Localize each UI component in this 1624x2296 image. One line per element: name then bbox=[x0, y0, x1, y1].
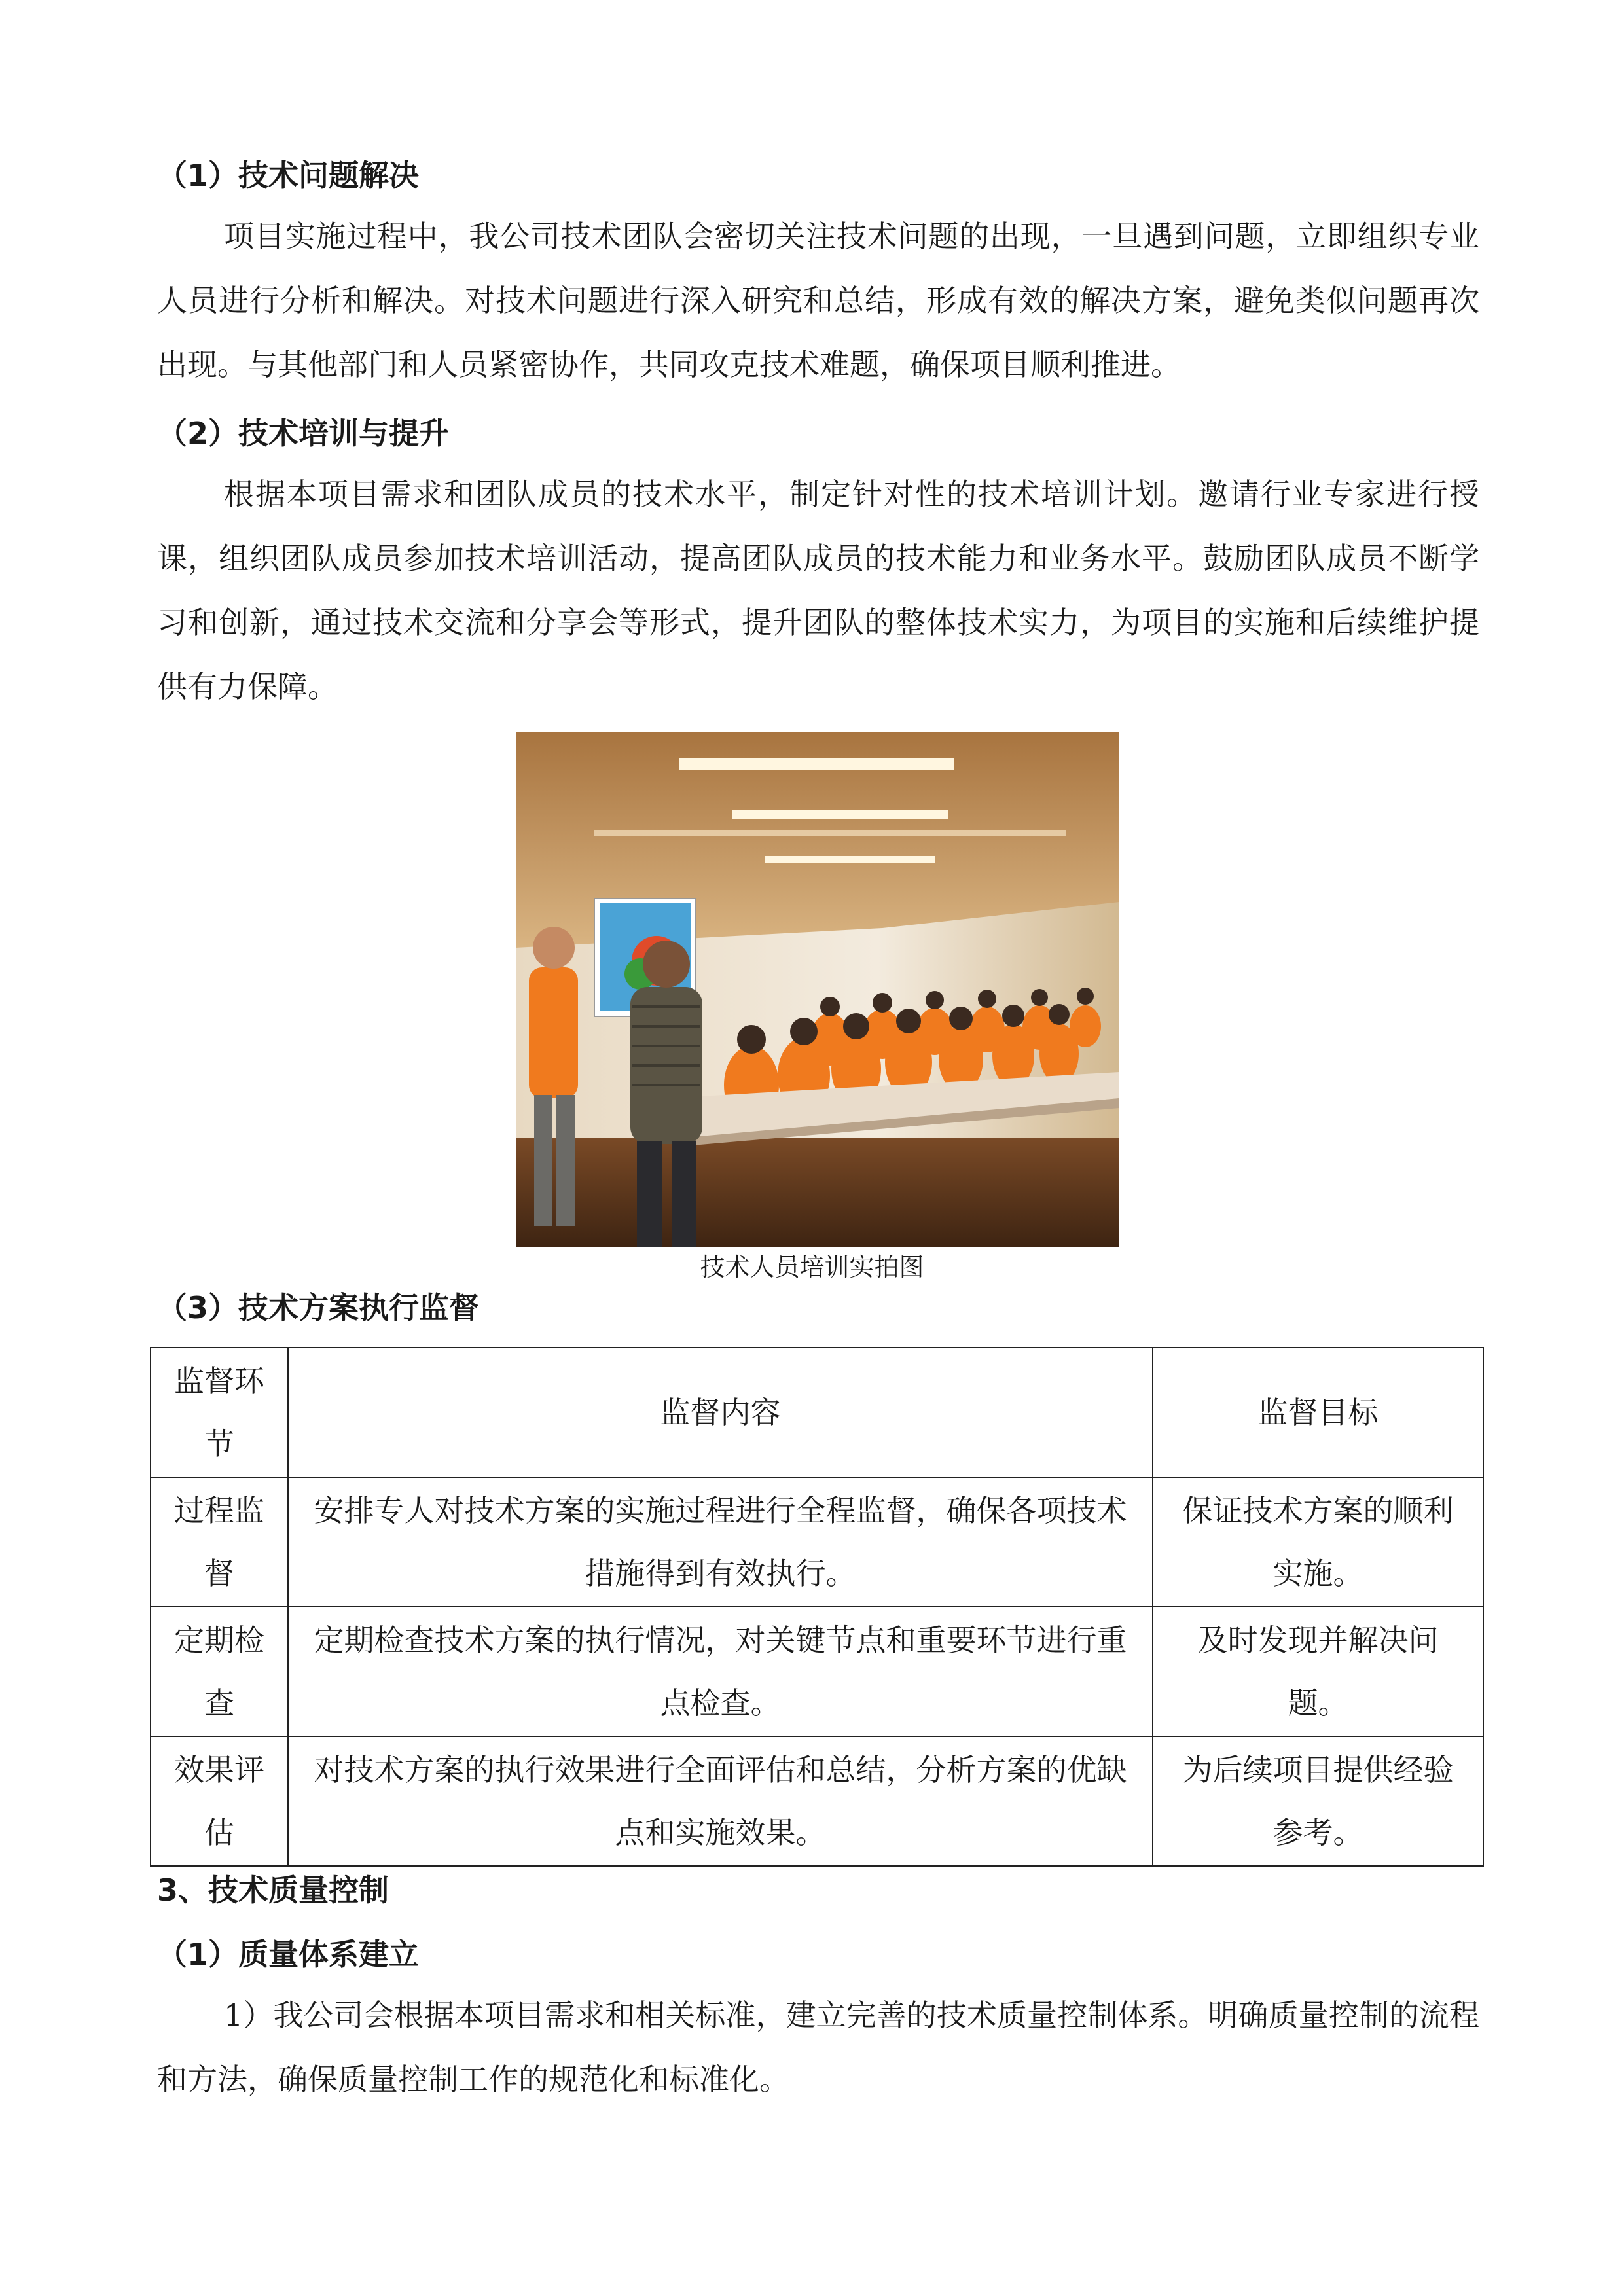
heading-tech-training: （2）技术培训与提升 bbox=[157, 416, 450, 451]
heading-quality-system: （1）质量体系建立 bbox=[157, 1937, 420, 1972]
training-photo bbox=[516, 732, 1119, 1247]
heading-tech-quality-control: 3、技术质量控制 bbox=[157, 1873, 389, 1908]
table-cell: 定期检查 bbox=[151, 1607, 288, 1736]
table-cell: 定期检查技术方案的执行情况，对关键节点和重要环节进行重点检查。 bbox=[288, 1607, 1153, 1736]
supervision-table bbox=[150, 1347, 1484, 1867]
table-row bbox=[151, 1736, 1483, 1866]
table-header-cell: 监督环节 bbox=[151, 1348, 288, 1477]
table-header-cell: 监督目标 bbox=[1153, 1348, 1483, 1477]
table-cell: 过程监督 bbox=[151, 1477, 288, 1607]
heading-tech-problem-solving: （1）技术问题解决 bbox=[157, 158, 420, 193]
table-header-cell: 监督内容 bbox=[288, 1348, 1153, 1477]
table-cell: 效果评估 bbox=[151, 1736, 288, 1866]
table-cell: 及时发现并解决问题。 bbox=[1153, 1607, 1483, 1736]
table-header-row bbox=[151, 1348, 1483, 1477]
table-cell: 对技术方案的执行效果进行全面评估和总结，分析方案的优缺点和实施效果。 bbox=[288, 1736, 1153, 1866]
figure-caption: 技术人员培训实拍图 bbox=[700, 1253, 924, 1282]
table-cell: 安排专人对技术方案的实施过程进行全程监督，确保各项技术措施得到有效执行。 bbox=[288, 1477, 1153, 1607]
table-row bbox=[151, 1607, 1483, 1736]
paragraph-tech-problem-solving: 项目实施过程中，我公司技术团队会密切关注技术问题的出现，一旦遇到问题，立即组织专业人员进行分析和解决。对技术问题进行深入研究和总结，形成有效的解决方案，避免类似问题再次出现。与其他部门和人员紧密协作，共同攻克技术难题，确保项目顺利推进。 bbox=[157, 219, 1479, 382]
heading-tech-plan-supervision: （3）技术方案执行监督 bbox=[157, 1290, 480, 1325]
paragraph-tech-training: 根据本项目需求和团队成员的技术水平，制定针对性的技术培训计划。邀请行业专家进行授课，组织团队成员参加技术培训活动，提高团队成员的技术能力和业务水平。鼓励团队成员不断学习和创新，通过技术交流和分享会等形式，提升团队的整体技术实力，为项目的实施和后续维护提供有力保障。 bbox=[157, 476, 1479, 704]
paragraph-quality-system: 1）我公司会根据本项目需求和相关标准，建立完善的技术质量控制体系。明确质量控制的流程和方法，确保质量控制工作的规范化和标准化。 bbox=[157, 1998, 1479, 2097]
table-row bbox=[151, 1477, 1483, 1607]
table-cell: 为后续项目提供经验参考。 bbox=[1153, 1736, 1483, 1866]
table-cell: 保证技术方案的顺利实施。 bbox=[1153, 1477, 1483, 1607]
